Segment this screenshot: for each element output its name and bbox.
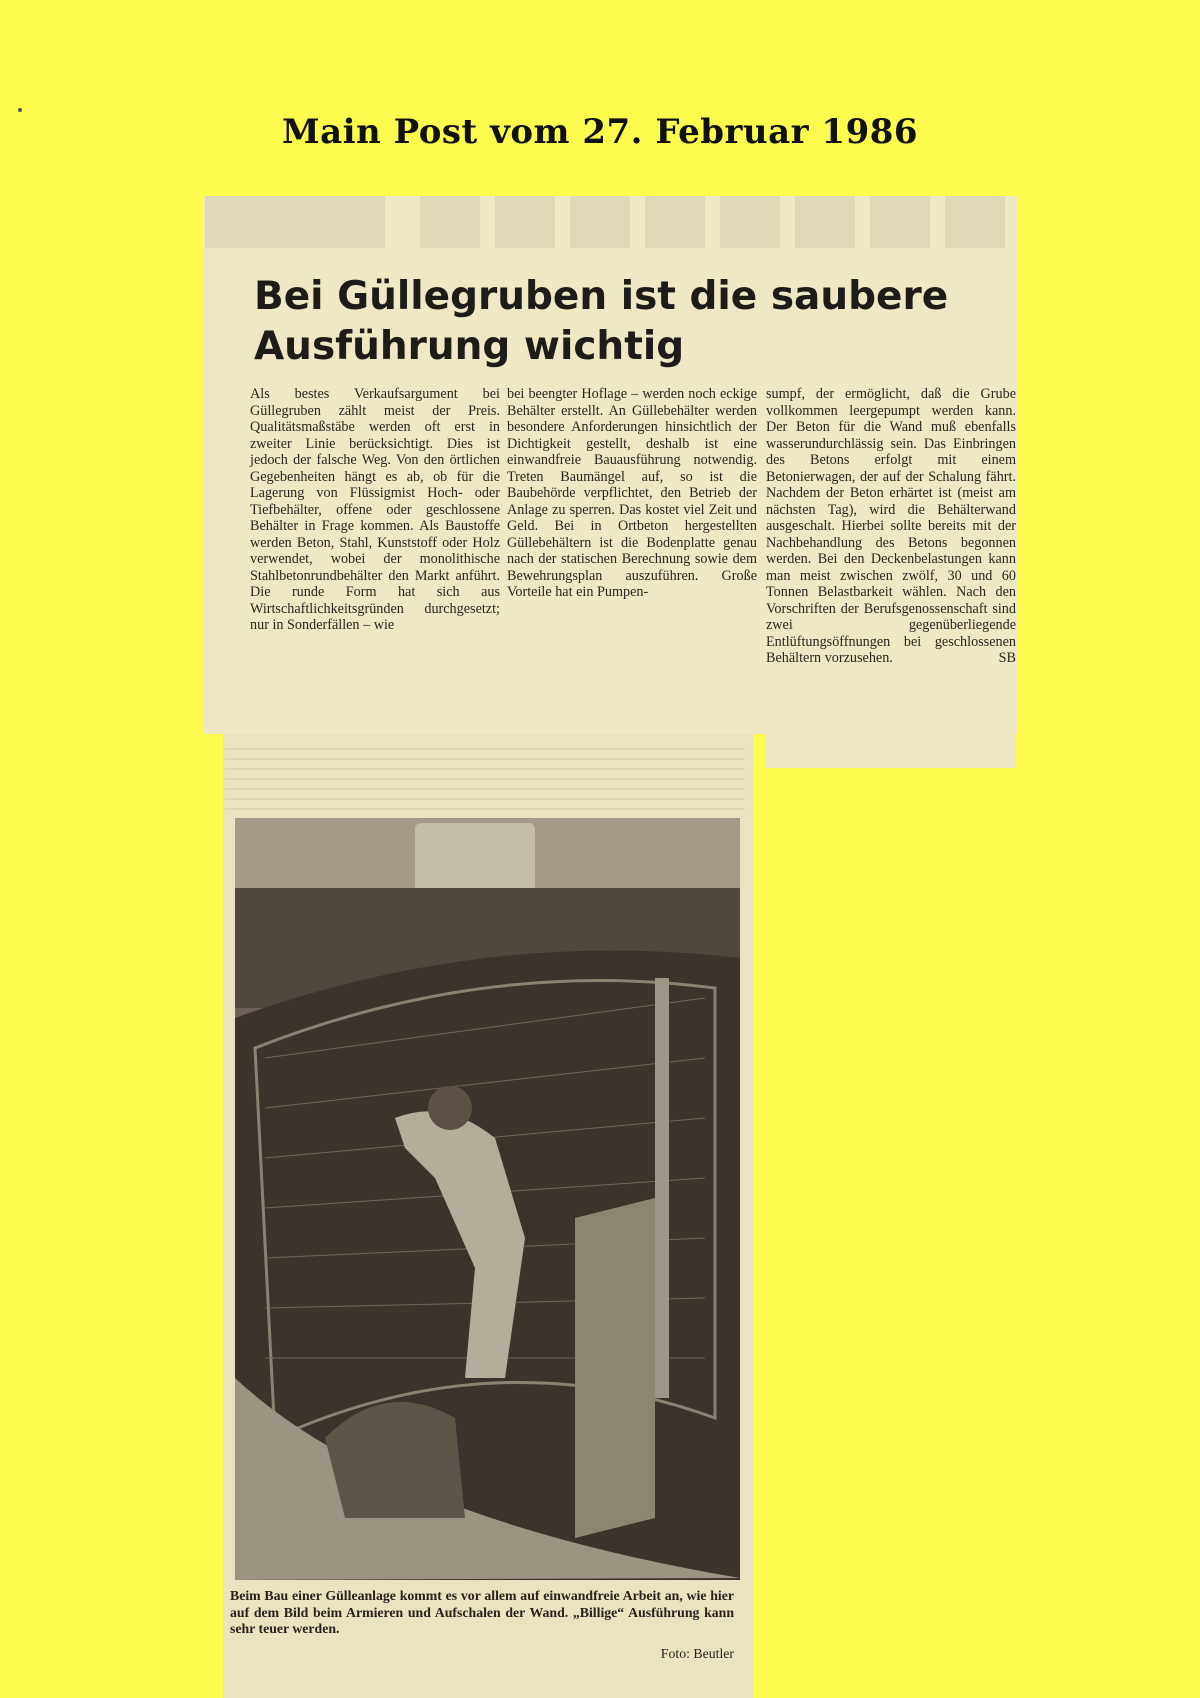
article-column-1 <box>250 386 500 634</box>
column-3-text: sumpf, der ermöglicht, daß die Grube vollkommen leergepumpt werden kann. Der Beton für die Wand muß ebenfalls wasserundurchlässig sein. Das Einbringen des Betons erfolgt mit einem Betonierwagen, der auf der Schalung fährt. Nachdem der Beton erhärtet ist (meist am nächsten Tag), wird die Behälterwand ausgeschalt. Hierbei sollte bereits mit der Nachbehandlung des Betons begonnen werden. Bei den Deckenbelastungen kann man meist zwischen zwölf, 30 und 60 Tonnen Belastbarkeit wählen. Nach den Vorschriften der Berufsgenossenschaft sind zwei gegenüberliegende Entlüftungsöffnungen bei geschlossenen Behältern vorzusehen. <box>766 386 1016 666</box>
article-column-3 <box>766 386 1016 667</box>
clipping-extension <box>765 734 1016 768</box>
bleed-through-texture <box>205 196 1015 266</box>
photo-caption: Beim Bau einer Gülleanlage kommt es vor allem auf einwandfreie Arbeit an, wie hier auf dem Bild beim Armieren und Aufschalen der Wand. „Billige“ Ausführung kann sehr teuer werden. <box>230 1588 734 1636</box>
construction-photo <box>235 818 740 1580</box>
article-column-2 <box>507 386 757 601</box>
column-text: Als bestes Verkaufsargument bei Güllegruben zählt meist der Preis. Qualitätsmaßstäbe werden oft erst in zweiter Linie berücksichtigt. Dies ist jedoch der falsche Weg. Von den örtlichen Gegebenheiten hängt es ab, ob für die Lagerung von Flüssigmist Hoch- oder Tiefbehälter, offene oder geschlossene Behälter in Frage kommen. Als Baustoffe werden Beton, Stahl, Kunststoff oder Holz verwendet, wobei der monolithische Stahlbetonrundbehälter den Markt anführt. Die runde Form hat sich aus Wirtschaftlichkeitsgründen durchgesetzt; nur in Sonderfällen – wie <box>250 386 500 633</box>
photo-credit: Foto: Beutler <box>660 1646 734 1661</box>
column-text: bei beengter Hoflage – werden noch eckige Behälter erstellt. An Güllebehälter werden besondere Anforderungen hinsichtlich der Dichtigkeit gestellt, deshalb ist eine einwandfreie Bauausführung notwendig. Treten Baumängel auf, so ist die Baubehörde verpflichtet, den Betrieb der Anlage zu sperren. Das kostet viel Zeit und Geld. Bei in Ortbeton hergestellten Güllebehältern ist die Bodenplatte genau nach der statischen Berechnung sowie dem Bewehrungsplan auszuführen. Große Vorteile hat ein Pumpen- <box>507 386 757 600</box>
column-text <box>766 386 1016 667</box>
article-headline: Bei Güllegruben ist die saubere Ausführung wichtig <box>254 274 949 369</box>
bleed-through-lines <box>225 740 745 812</box>
page-title: Main Post vom 27. Februar 1986 <box>281 112 919 152</box>
author-signature: SB <box>998 650 1016 666</box>
